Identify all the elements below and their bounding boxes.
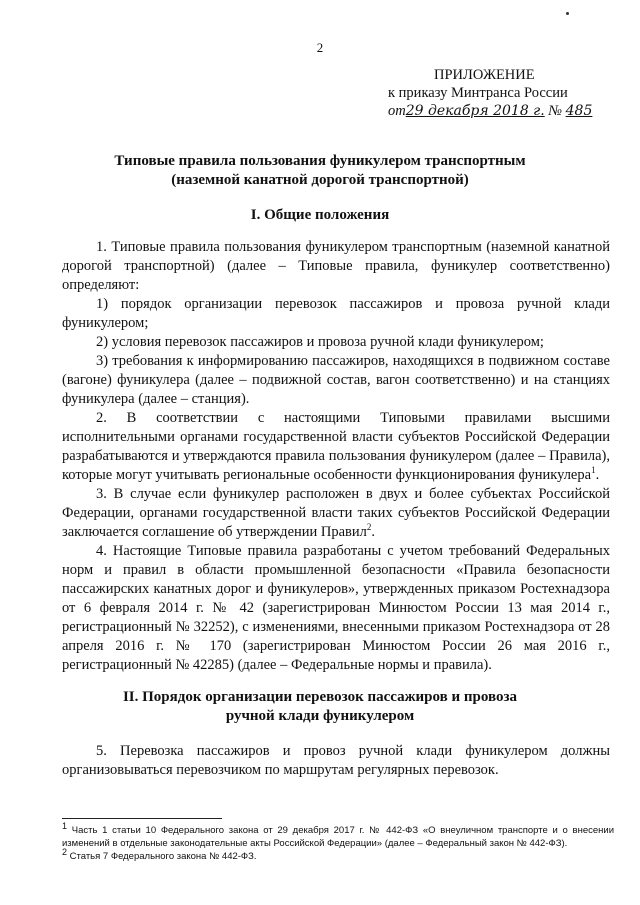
page-number: 2	[316, 40, 324, 55]
paragraph-4: 4. Настоящие Типовые правила разработаны с учетом требований Федеральных норм и правил в области промышленной безопасности «Правила безопасности пассажирских канатных дорог и фуникулеров», утвержденных приказом Ростехнадзора от 6 февраля 2014 г. № 42 (зарегистрирован Минюстом России 13 мая 2014 г., регистрационный № 32252), с изменениями, внесенными приказом Ростехнадзора от 28 апреля 2016 г. № 170 (зарегистрирован Минюстом России 26 мая 2016 г., регистрационный № 42285) (далее – Федеральные нормы и правила).	[62, 543, 610, 673]
section2-body	[62, 742, 610, 780]
footnote-1-text: Часть 1 статьи 10 Федерального закона от 29 декабря 2017 г. № 442-ФЗ «О внеуличном транспорте и о внесении изменений в отдельные законодательные акты Российской Федерации» (далее – Федеральный закон № 442-ФЗ).	[62, 825, 615, 849]
footnote-2-text: Статья 7 Федерального закона № 442-ФЗ.	[69, 851, 257, 862]
footnote-1	[62, 820, 615, 850]
paragraph-2: 2. В соответствии с настоящими Типовыми правилами высшими исполнительными органами государственной власти субъектов Российской Федерации разрабатываются и утверждаются правила пользования фуникулером (далее – Правила), которые могут учитывать региональные особенности функционирования фуникулера$^1$.	[62, 410, 610, 483]
footnote-ref-2: 2	[366, 522, 372, 533]
footnote-separator	[62, 818, 222, 819]
footnotes	[62, 820, 615, 863]
paragraph-1-2: 2) условия перевозок пассажиров и провоза ручной клади фуникулером;	[96, 334, 544, 350]
appendix-date: 29 декабря 2018 г.	[405, 103, 545, 119]
scan-dot	[566, 12, 569, 15]
footnote-1-mark: 1	[62, 820, 68, 831]
appendix-date-prefix: от	[388, 103, 406, 119]
appendix-date-line	[388, 102, 592, 120]
footnote-2	[62, 846, 614, 863]
document-title-line2: (наземной канатной дорогой транспортной)	[171, 172, 469, 188]
paragraph-1-3: 3) требования к информированию пассажиров, находящихся в подвижном составе (вагоне) фуникулера (далее – подвижной состав, вагон соответственно) и на станциях фуникулера (далее – станция).	[62, 353, 610, 407]
paragraph-3-text: 3. В случае если фуникулер расположен в двух и более субъектах Российской Федерации, органами государственной власти таких субъектов Российской Федерации заключается соглашение об утверждении Правил	[62, 486, 610, 540]
section2-heading-line1: II. Порядок организации перевозок пассажиров и провоза	[122, 689, 518, 705]
paragraph-2-text: 2. В соответствии с настоящими Типовыми правилами высшими исполнительными органами государственной власти субъектов Российской Федерации разрабатываются и утверждаются правила пользования фуникулером (далее – Правила), которые могут учитывать региональные особенности функционирования фуникулера	[62, 410, 610, 483]
appendix-order: к приказу Минтранса России	[388, 85, 568, 101]
appendix-title: ПРИЛОЖЕНИЕ	[434, 67, 535, 83]
section1-heading: I. Общие положения	[250, 207, 390, 223]
footnote-2-mark: 2	[62, 846, 68, 857]
appendix-number: 485	[565, 103, 593, 119]
section1-body	[62, 238, 610, 675]
appendix-block	[388, 66, 592, 120]
appendix-no-sign: №	[548, 103, 562, 119]
document-title-line1: Типовые правила пользования фуникулером транспортным	[114, 153, 526, 169]
paragraph-1: 1. Типовые правила пользования фуникулером транспортным (наземной канатной дорогой транспортной) (далее – Типовые правила, фуникулер соответственно) определяют:	[62, 239, 610, 293]
section2-heading	[0, 688, 640, 726]
footnote-ref-1: 1	[591, 465, 596, 476]
paragraph-1-1: 1) порядок организации перевозок пассажиров и провоза ручной клади фуникулером;	[62, 296, 610, 331]
section2-heading-line2: ручной клади фуникулером	[225, 708, 415, 724]
paragraph-5: 5. Перевозка пассажиров и провоз ручной клади фуникулером должны организовываться перевозчиком по маршрутам регулярных перевозок.	[62, 743, 610, 778]
paragraph-3: 3. В случае если фуникулер расположен в двух и более субъектах Российской Федерации, органами государственной власти таких субъектов Российской Федерации заключается соглашение об утверждении Правил$^2$.	[62, 486, 610, 540]
document-title	[0, 152, 640, 190]
